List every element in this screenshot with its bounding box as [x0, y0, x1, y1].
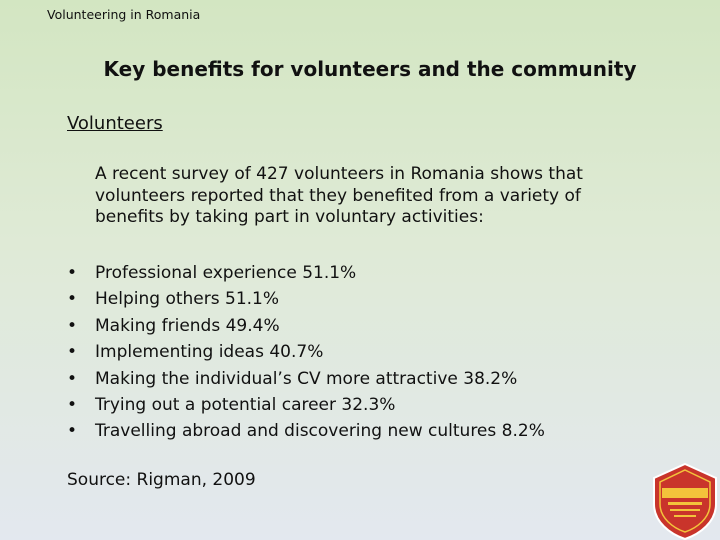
list-item [67, 418, 545, 444]
list-item [67, 313, 545, 339]
intro-line: benefits by taking part in voluntary activities: [95, 207, 484, 227]
list-item [67, 392, 545, 418]
list-item-text: Implementing ideas 40.7% [95, 342, 324, 363]
bullet-icon: • [67, 421, 78, 442]
benefits-list [67, 260, 545, 445]
intro-line: volunteers reported that they benefited from a variety of [95, 185, 581, 206]
bullet-icon: • [67, 368, 78, 389]
volunteering-crest-logo-icon [650, 462, 720, 540]
bullet-icon: • [67, 315, 78, 336]
list-item [67, 339, 545, 365]
list-item [67, 286, 545, 312]
bullet-icon: • [67, 394, 78, 415]
list-item-text: Making friends 49.4% [95, 315, 280, 336]
list-item [67, 366, 545, 392]
list-item-text: Trying out a potential career 32.3% [95, 394, 396, 415]
list-item-text: Helping others 51.1% [95, 289, 280, 310]
list-item [67, 260, 545, 286]
bullet-icon: • [67, 263, 78, 283]
bullet-icon: • [67, 342, 78, 363]
intro-line: A recent survey of 427 volunteers in Romania shows that [95, 164, 583, 184]
slide-header: Volunteering in Romania [47, 7, 201, 22]
list-item-text: Professional experience 51.1% [95, 263, 357, 283]
intro-paragraph [95, 164, 655, 229]
section-heading: Volunteers [67, 113, 163, 134]
list-item-text: Making the individual’s CV more attractive 38.2% [95, 368, 518, 389]
slide-title: Key benefits for volunteers and the community [103, 57, 637, 81]
bullet-icon: • [67, 289, 78, 310]
source-citation: Source: Rigman, 2009 [67, 470, 256, 490]
list-item-text: Travelling abroad and discovering new cultures 8.2% [95, 421, 545, 442]
